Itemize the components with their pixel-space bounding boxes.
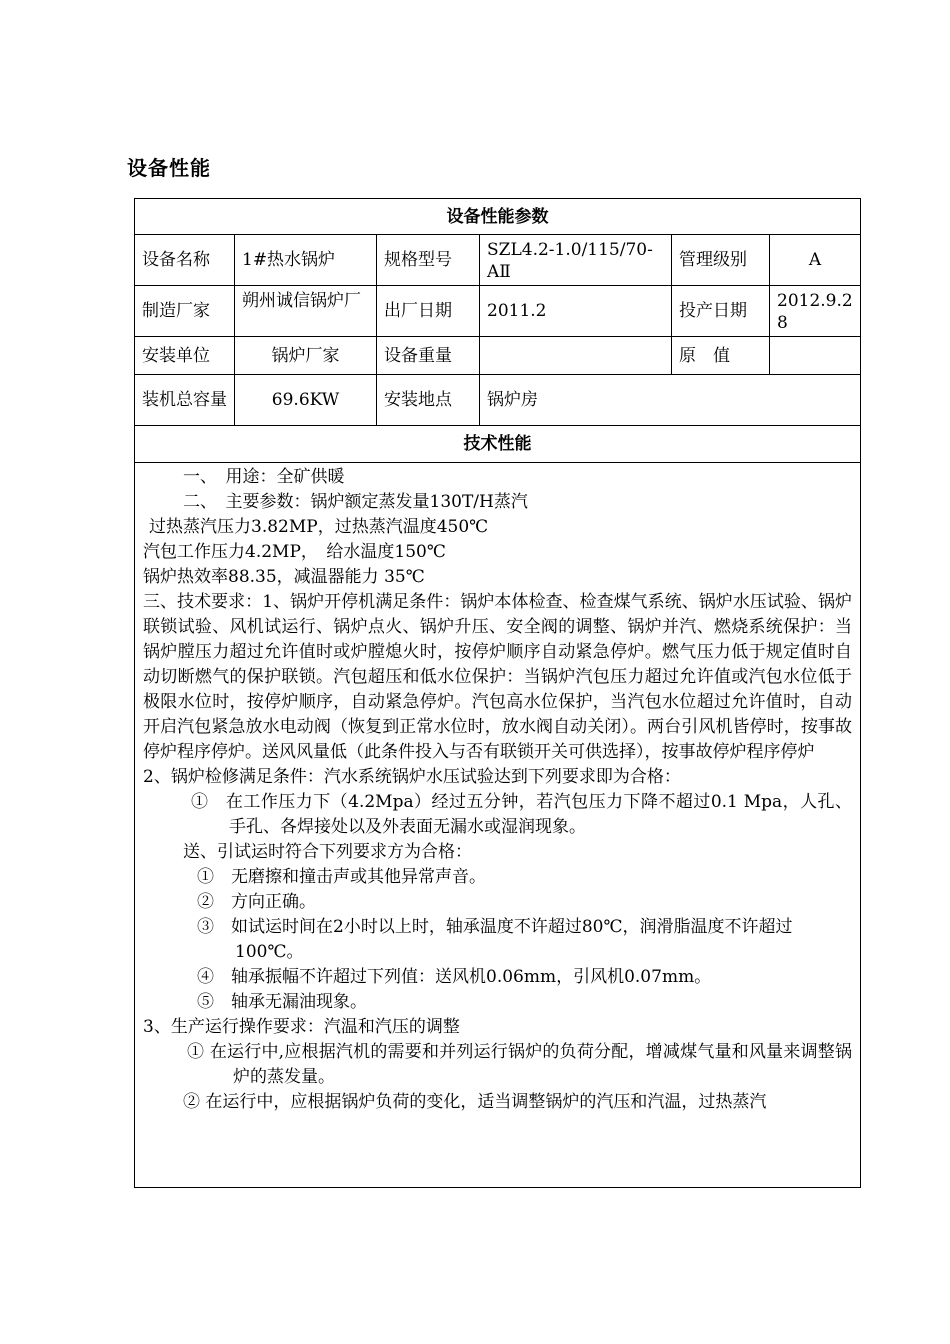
tech-line-item-1: ① 无磨擦和撞击声或其他异常声音。: [197, 867, 486, 887]
tech-line-purpose: 一、 用途：全矿供暖: [183, 467, 345, 487]
tech-paragraph-requirements: 三、技术要求：1、锅炉开停机满足条件：锅炉本体检查、检查煤气系统、锅炉水压试验、锅炉联锁试验、风机试运行、锅炉点火、锅炉升压、安全阀的调整、锅炉并汽、燃烧系统保护：当锅炉膛压力超过允许值时或炉膛熄火时，按停炉顺序自动紧急停炉。燃气压力低于规定值时自动切断燃气的保护联锁。汽包超压和低水位保护：当锅炉汽包压力超过允许值或汽包水位低于极限水位时，按停炉顺序，自动紧急停炉。汽包高水位保护，当汽包水位超过允许值时，自动开启汽包紧急放水电动阀（恢复到正常水位时，放水阀自动关闭）。两台引风机皆停时，按事故停炉程序停炉。送风风量低（此条件投入与否有联锁开关可供选择），按事故停炉程序停炉: [143, 592, 852, 762]
label-install-location: 安装地点: [377, 375, 480, 426]
label-factory-date: 出厂日期: [377, 286, 480, 337]
value-model: SZL4.2-1.0/115/70-AⅡ: [480, 235, 672, 286]
tech-line-maintenance: 2、锅炉检修满足条件：汽水系统锅炉水压试验达到下列要求即为合格：: [143, 767, 681, 787]
section-title-params: 设备性能参数: [135, 199, 861, 235]
tech-line-op-2: ② 在运行中，应根据锅炉负荷的变化，适当调整锅炉的汽压和汽温，过热蒸汽: [183, 1092, 767, 1112]
label-install-unit: 安装单位: [135, 337, 235, 375]
label-management-level: 管理级别: [672, 235, 770, 286]
label-original-value: 原 值: [672, 337, 770, 375]
section-title-tech: 技术性能: [135, 426, 861, 463]
tech-line-item-2: ② 方向正确。: [197, 892, 316, 912]
tech-line-item-5: ⑤ 轴承无漏油现象。: [197, 992, 367, 1012]
page-title: 设备性能: [127, 156, 211, 180]
label-model: 规格型号: [377, 235, 480, 286]
label-manufacturer: 制造厂家: [135, 286, 235, 337]
tech-line-operation: 3、生产运行操作要求：汽温和汽压的调整: [143, 1017, 460, 1037]
table-row: [135, 235, 861, 286]
tech-line-efficiency: 锅炉热效率88.35，减温器能力 35℃: [143, 567, 425, 587]
tech-line-item-3-cont: 100℃。: [235, 942, 304, 962]
table-row: [135, 337, 861, 375]
label-total-capacity: 装机总容量: [135, 375, 235, 426]
tech-line-drum-pressure: 汽包工作压力4.2MP， 给水温度150℃: [143, 542, 446, 562]
equipment-spec-table: [134, 198, 861, 1188]
value-total-capacity: 69.6KW: [235, 375, 377, 426]
value-install-location: 锅炉房: [480, 375, 861, 426]
tech-line-op-1: ① 在运行中,应根据汽机的需要和并列运行锅炉的负荷分配，增减煤气量和风量来调整锅炉的蒸发量。: [187, 1042, 852, 1087]
tech-line-superheat: 过热蒸汽压力3.82MP，过热蒸汽温度450℃: [149, 517, 489, 537]
label-weight: 设备重量: [377, 337, 480, 375]
value-production-date: 2012.9.28: [770, 286, 861, 337]
tech-line-main-params: 二、 主要参数：锅炉额定蒸发量130T/H蒸汽: [183, 492, 528, 512]
tech-line-fan-test: 送、引试运时符合下列要求方为合格：: [183, 842, 472, 862]
tech-line-item-4: ④ 轴承振幅不许超过下列值：送风机0.06mm，引风机0.07mm。: [197, 967, 712, 987]
value-factory-date: 2011.2: [480, 286, 672, 337]
table-row: [135, 286, 861, 337]
tech-line-pressure-test: ① 在工作压力下（4.2Mpa）经过五分钟，若汽包压力下降不超过0.1 Mpa，人孔、手孔、各焊接处以及外表面无漏水或湿润现象。: [191, 792, 852, 837]
table-row: [135, 375, 861, 426]
value-weight: [480, 337, 672, 375]
value-install-unit: 锅炉厂家: [235, 337, 377, 375]
value-management-level: A: [770, 235, 861, 286]
label-equipment-name: 设备名称: [135, 235, 235, 286]
label-production-date: 投产日期: [672, 286, 770, 337]
tech-performance-body: [135, 463, 861, 1188]
value-manufacturer: 朔州诚信锅炉厂: [235, 286, 377, 337]
value-original-value: [770, 337, 861, 375]
value-equipment-name: 1#热水锅炉: [235, 235, 377, 286]
tech-line-item-3: ③ 如试运时间在2小时以上时，轴承温度不许超过80℃，润滑脂温度不许超过: [197, 917, 793, 937]
